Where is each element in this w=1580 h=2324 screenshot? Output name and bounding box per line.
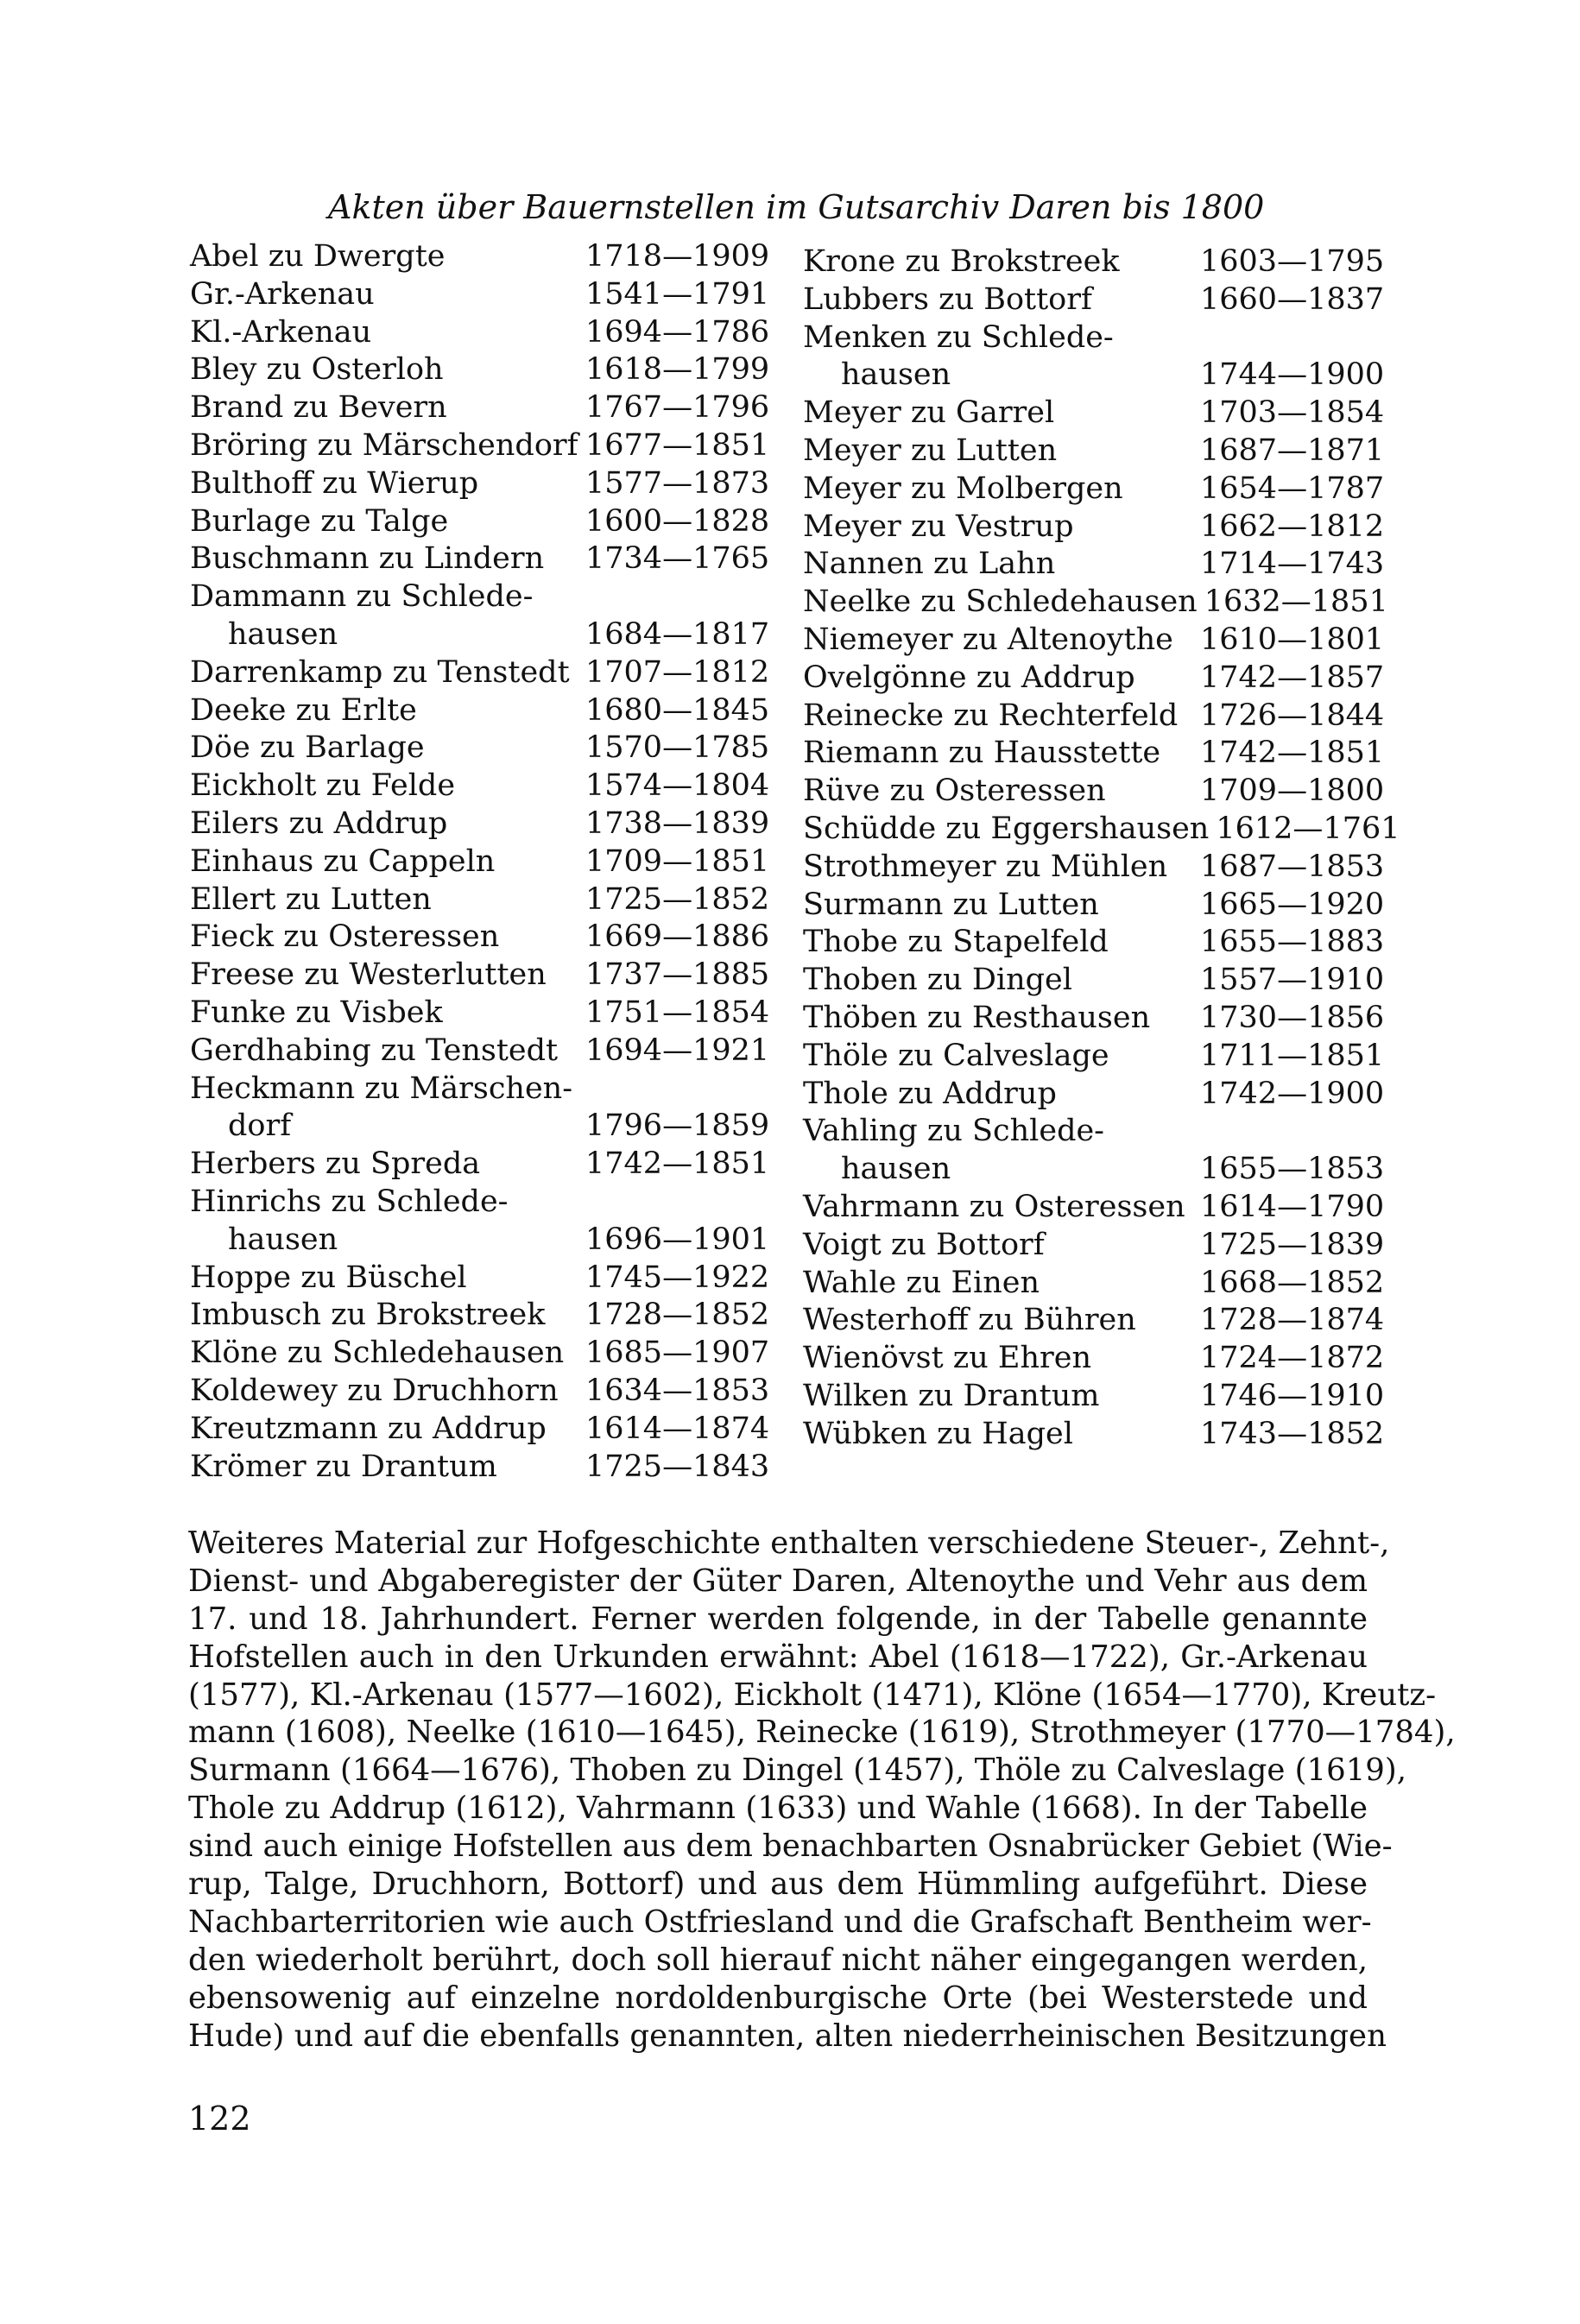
entry-years: 1687—1871 [1200,433,1385,468]
entry-name: Eickholt zu Felde [190,768,456,804]
entry-years: 1738—1839 [585,805,770,841]
entry-years: 1614—1790 [1200,1189,1385,1224]
entry-years: 1725—1852 [585,881,770,917]
entry-years: 1614—1874 [585,1411,770,1446]
entry-name: Schüdde zu Eggershausen [803,811,1210,846]
entry-name: Reinecke zu Rechterfeld [803,698,1179,733]
entry-years: 1730—1856 [1200,1000,1385,1035]
entry-name: Freese zu Westerlutten [190,957,547,993]
entry-years: 1742—1900 [1200,1076,1385,1111]
table-row [803,1189,1385,1227]
table-row [190,654,770,692]
table-row [190,1260,770,1298]
entry-name: Menken zu Schlede- [803,319,1114,355]
entry-name: Klöne zu Schledehausen [190,1336,565,1371]
table-row [803,698,1385,736]
entry-name: Brand zu Bevern [190,390,447,426]
entry-name: hausen [841,1152,951,1187]
entry-name: Gerdhabing zu Tenstedt [190,1033,559,1068]
entry-years: 1680—1845 [585,692,770,728]
table-row [803,1265,1385,1303]
table-row [803,1113,1381,1151]
entry-name: Voigt zu Bottorf [803,1227,1045,1262]
entry-name: Herbers zu Spreda [190,1146,481,1182]
paragraph-line: Weiteres Material zur Hofgeschichte enthalten verschiedene Steuer-, Zehnt-, [188,1525,1390,1561]
entry-years: 1677—1851 [585,427,770,463]
entry-name: Bley zu Osterloh [190,352,444,388]
table-row [803,243,1385,281]
table-row [803,1076,1385,1114]
table-row [803,395,1385,433]
table-row [803,1378,1385,1416]
entry-years: 1662—1812 [1200,508,1385,544]
page-number: 122 [188,2100,251,2138]
entry-name: dorf [228,1108,292,1144]
entry-years: 1734—1765 [585,541,770,577]
entry-name: Abel zu Dwergte [190,239,446,274]
table-row [190,919,770,957]
paragraph-line: Nachbarterritorien wie auch Ostfriesland und die Grafschaft Bentheim wer- [188,1904,1372,1940]
entry-name: Wilken zu Drantum [803,1378,1100,1413]
entry-name: Koldewey zu Druchhorn [190,1373,559,1408]
paragraph-line: (1577), Kl.-Arkenau (1577—1602), Eickholt (1471), Klöne (1654—1770), Kreutz- [188,1677,1437,1713]
table-row [803,281,1385,319]
entry-name: Darrenkamp zu Tenstedt [190,654,570,690]
table-row [190,729,770,767]
entry-years: 1557—1910 [1200,963,1385,998]
table-row [190,616,770,654]
table-row [190,276,770,314]
table-row [190,427,770,465]
entry-years: 1725—1843 [585,1449,770,1484]
entry-years: 1541—1791 [585,276,770,312]
table-row [190,1411,770,1449]
entry-name: Bulthoff zu Wierup [190,465,479,501]
table-row [803,357,1385,395]
table-heading: Akten über Bauernstellen im Gutsarchiv Daren bis 1800 [328,188,1265,226]
paragraph-line: rup, Talge, Druchhorn, Bottorf) und aus dem Hümmling aufgeführt. Diese [188,1866,1368,1903]
entry-name: Deeke zu Erlte [190,692,417,728]
entry-years: 1634—1853 [585,1373,770,1408]
entry-name: Strothmeyer zu Mühlen [803,849,1168,884]
entry-years: 1728—1852 [585,1298,770,1333]
paragraph-line: den wiederholt berührt, doch soll hierauf nicht näher eingegangen werden, [188,1942,1368,1978]
table-row [190,767,770,805]
entry-name: Riemann zu Hausstette [803,736,1161,771]
entry-years: 1743—1852 [1200,1416,1385,1451]
entry-years: 1709—1800 [1200,774,1385,809]
table-row [803,811,1400,849]
entry-name: Wübken zu Hagel [803,1416,1073,1451]
entry-name: Funke zu Visbek [190,995,443,1030]
entry-years: 1618—1799 [585,352,770,388]
table-row [803,470,1385,508]
entry-years: 1714—1743 [1200,546,1385,582]
table-row [803,924,1385,962]
table-row [190,1146,770,1184]
entry-years: 1718—1909 [585,239,770,274]
table-row [803,962,1385,1000]
entry-name: Bröring zu Märschendorf [190,427,578,463]
entry-name: Westerhoff zu Bühren [803,1303,1136,1338]
entry-name: Döe zu Barlage [190,730,425,766]
table-row [803,1151,1385,1189]
paragraph-line: sind auch einige Hofstellen aus dem benachbarten Osnabrücker Gebiet (Wie- [188,1828,1393,1865]
entry-years: 1685—1907 [585,1336,770,1371]
paragraph-line: Surmann (1664—1676), Thoben zu Dingel (1457), Thöle zu Calveslage (1619), [188,1752,1407,1789]
entry-years: 1709—1851 [585,843,770,879]
table-row [190,238,770,276]
entry-name: Ellert zu Lutten [190,881,432,917]
table-row [803,622,1385,660]
entry-years: 1742—1857 [1200,660,1385,695]
entry-years: 1687—1853 [1200,849,1385,884]
right-column-list [803,243,1400,1454]
paragraph-line: Dienst- und Abgaberegister der Güter Daren, Altenoythe und Vehr aus dem [188,1563,1368,1599]
entry-name: Hoppe zu Büschel [190,1260,467,1295]
entry-years: 1737—1885 [585,957,770,993]
entry-name: Vahling zu Schlede- [803,1114,1105,1149]
table-row [803,584,1388,622]
entry-name: Thole zu Addrup [803,1076,1057,1111]
entry-years: 1726—1844 [1200,698,1385,733]
table-row [190,314,770,352]
table-row [190,1449,770,1487]
entry-name: Imbusch zu Brokstreek [190,1298,546,1333]
entry-name: Nannen zu Lahn [803,546,1056,582]
entry-name: Burlage zu Talge [190,503,449,539]
table-row [803,1416,1385,1454]
entry-name: hausen [228,1222,338,1257]
entry-name: Wahle zu Einen [803,1265,1040,1300]
table-row [803,1340,1385,1378]
entry-years: 1570—1785 [585,730,770,766]
table-row [190,692,770,730]
paragraph-line: 17. und 18. Jahrhundert. Ferner werden folgende, in der Tabelle genannte [188,1601,1368,1637]
entry-name: Einhaus zu Cappeln [190,843,496,879]
entry-years: 1745—1922 [585,1260,770,1295]
entry-name: Rüve zu Osteressen [803,774,1106,809]
entry-name: Fieck zu Osteressen [190,919,500,955]
table-row [190,843,770,881]
entry-name: Vahrmann zu Osteressen [803,1189,1185,1224]
table-row [190,389,770,427]
entry-name: Eilers zu Addrup [190,805,448,841]
table-row [190,578,767,616]
entry-years: 1707—1812 [585,654,770,690]
entry-years: 1684—1817 [585,616,770,652]
entry-years: 1655—1853 [1200,1152,1385,1187]
entry-years: 1600—1828 [585,503,770,539]
entry-years: 1654—1787 [1200,470,1385,506]
table-row [190,1184,767,1222]
table-row [803,1302,1385,1340]
entry-name: hausen [228,616,338,652]
table-row [190,881,770,919]
entry-years: 1746—1910 [1200,1378,1385,1413]
entry-name: Kl.-Arkenau [190,314,372,350]
entry-name: Surmann zu Lutten [803,887,1099,922]
body-paragraph [188,1525,1456,2055]
entry-years: 1725—1839 [1200,1227,1385,1262]
table-row [803,319,1381,357]
entry-name: Niemeyer zu Altenoythe [803,622,1173,657]
entry-years: 1577—1873 [585,465,770,501]
table-row [190,1070,767,1108]
table-row [190,1108,770,1146]
entry-name: Lubbers zu Bottorf [803,281,1092,317]
entry-name: Meyer zu Lutten [803,433,1058,468]
entry-years: 1632—1851 [1204,584,1388,620]
entry-years: 1728—1874 [1200,1303,1385,1338]
left-column-list [190,238,770,1486]
paragraph-line: mann (1608), Neelke (1610—1645), Reinecke (1619), Strothmeyer (1770—1784), [188,1715,1456,1751]
table-row [190,351,770,389]
table-row [803,1227,1385,1265]
paragraph-line: Thole zu Addrup (1612), Vahrmann (1633) und Wahle (1668). In der Tabelle [188,1790,1368,1827]
table-row [190,1373,770,1411]
entry-name: Meyer zu Garrel [803,395,1055,431]
table-row [803,735,1385,773]
entry-years: 1696—1901 [585,1222,770,1257]
entry-name: Meyer zu Molbergen [803,470,1123,506]
entry-years: 1660—1837 [1200,281,1385,317]
entry-years: 1694—1786 [585,314,770,350]
entry-name: Wienövst zu Ehren [803,1341,1091,1376]
table-row [190,1222,770,1260]
table-row [803,433,1385,470]
entry-name: Thoben zu Dingel [803,963,1072,998]
table-row [803,1038,1385,1076]
entry-years: 1610—1801 [1200,622,1385,657]
table-row [190,957,770,995]
entry-name: Ovelgönne zu Addrup [803,660,1135,695]
entry-name: hausen [841,357,951,393]
entry-name: Neelke zu Schledehausen [803,584,1198,620]
entry-years: 1767—1796 [585,390,770,426]
table-row [190,995,770,1033]
entry-name: Kreutzmann zu Addrup [190,1411,547,1446]
table-row [803,849,1385,887]
entry-years: 1665—1920 [1200,887,1385,922]
entry-years: 1669—1886 [585,919,770,955]
table-row [190,805,770,843]
table-row [803,508,1385,546]
entry-years: 1603—1795 [1200,244,1385,279]
table-row [190,465,770,503]
entry-name: Krone zu Brokstreek [803,244,1120,279]
table-row [803,660,1385,698]
entry-name: Thöle zu Calveslage [803,1038,1109,1073]
entry-years: 1612—1761 [1216,811,1400,846]
paragraph-line: Hude) und auf die ebenfalls genannten, alten niederrheinischen Besitzungen [188,2018,1387,2054]
entry-name: Buschmann zu Lindern [190,541,545,577]
entry-years: 1724—1872 [1200,1341,1385,1376]
entry-name: Thobe zu Stapelfeld [803,925,1109,960]
table-row [803,1000,1385,1038]
table-row [803,887,1385,925]
entry-years: 1742—1851 [585,1146,770,1182]
paragraph-line: ebensowenig auf einzelne nordoldenburgische Orte (bei Westerstede und [188,1980,1368,2016]
entry-years: 1694—1921 [585,1033,770,1068]
table-row [803,546,1385,584]
entry-name: Hinrichs zu Schlede- [190,1184,509,1219]
entry-name: Thöben zu Resthausen [803,1000,1151,1035]
entry-years: 1655—1883 [1200,925,1385,960]
table-row [190,540,770,578]
entry-years: 1711—1851 [1200,1038,1385,1073]
entry-years: 1574—1804 [585,768,770,804]
entry-years: 1703—1854 [1200,395,1385,431]
entry-name: Gr.-Arkenau [190,276,375,312]
paragraph-line: Hofstellen auch in den Urkunden erwähnt: Abel (1618—1722), Gr.-Arkenau [188,1639,1368,1675]
entry-years: 1751—1854 [585,995,770,1030]
table-row [190,1297,770,1335]
entry-name: Krömer zu Drantum [190,1449,497,1484]
entry-years: 1668—1852 [1200,1265,1385,1300]
table-row [803,773,1385,811]
entry-years: 1744—1900 [1200,357,1385,393]
table-row [190,1033,770,1070]
entry-name: Meyer zu Vestrup [803,508,1074,544]
entry-name: Heckmann zu Märschen- [190,1070,573,1106]
table-row [190,503,770,541]
entry-years: 1742—1851 [1200,736,1385,771]
table-row [190,1335,770,1373]
entry-name: Dammann zu Schlede- [190,579,534,615]
entry-years: 1796—1859 [585,1108,770,1144]
